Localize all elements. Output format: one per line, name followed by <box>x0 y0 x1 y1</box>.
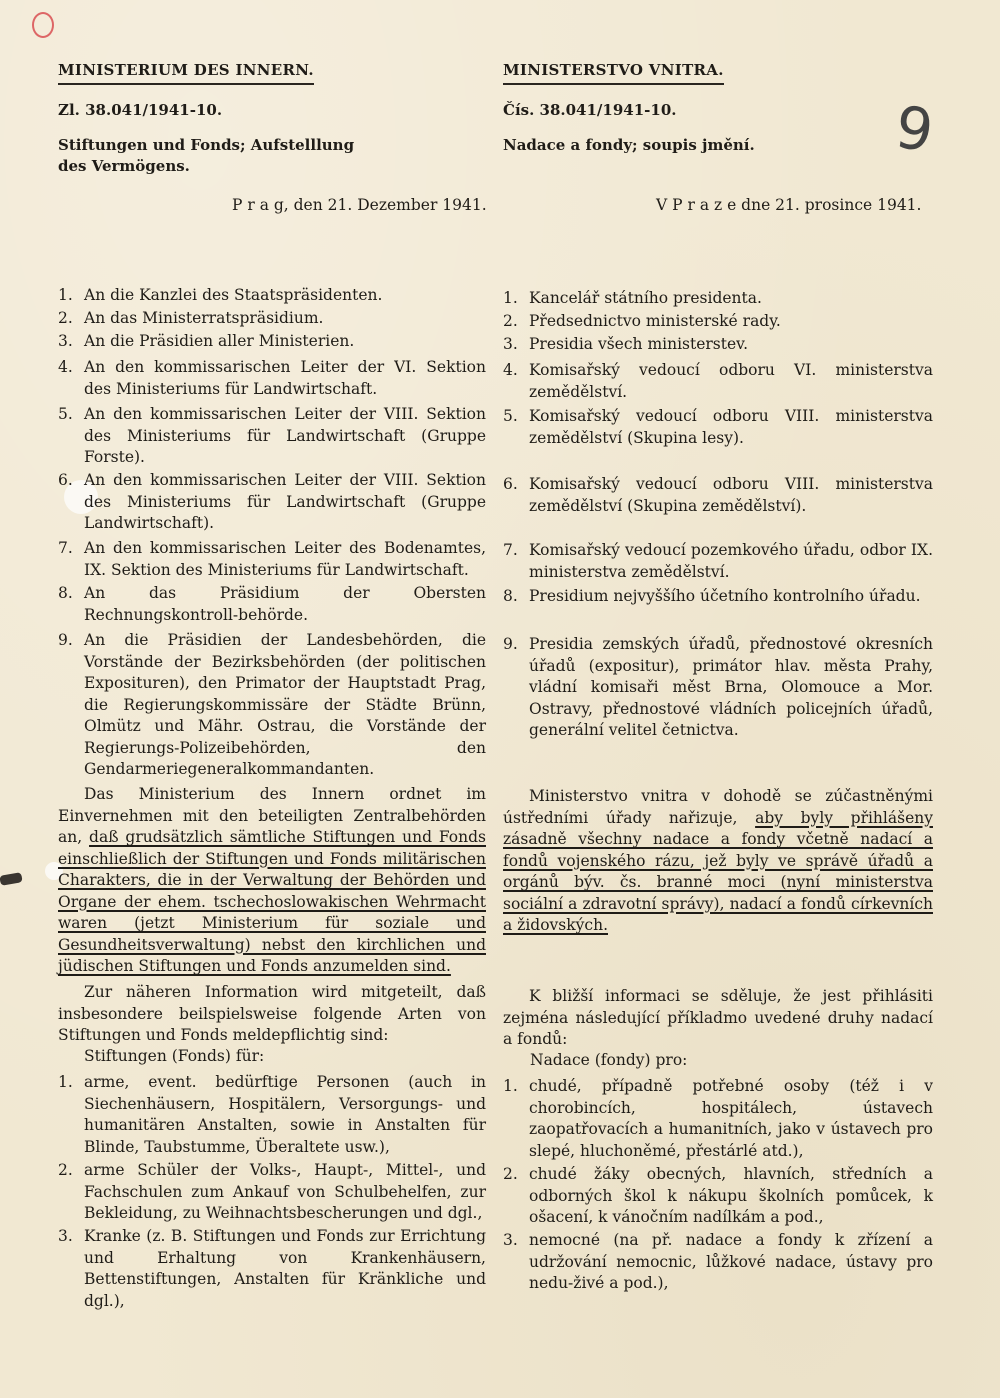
left-reference: Zl. 38.041/1941-10. <box>58 101 223 119</box>
right-order-underlined: aby byly přihlášeny zásadně všechny nadace a fondy včetně nadací a fondů vojenského rázu, jež byly ve správě úřadů a orgánů býv. čs. branné moci (nyní ministerstva sociální a zdravotní správy), nadací a fondů církevních a židovských. <box>503 808 933 934</box>
left-header <box>58 60 486 85</box>
right-addressee-3: 3. Presidia všech ministerstev. <box>503 335 749 353</box>
left-addressee-5: 5. An den kommissarischen Leiter der VIII. Sektion des Ministeriums für Landwirtschaft (Gruppe Forste). <box>58 405 486 466</box>
right-header <box>503 60 933 85</box>
left-addressee-3: 3. An die Präsidien aller Ministerien. <box>58 332 355 350</box>
left-fund-type-3: 3. Kranke (z. B. Stiftungen und Fonds zur Errichtung und Erhaltung von Krankenhäusern, Bettenstiftungen, Anstalten für Kränkliche und dgl.), <box>58 1227 486 1310</box>
right-addressee-5: 5. Komisařský vedoucí odboru VIII. ministerstva zemědělství (Skupina lesy). <box>503 407 933 447</box>
right-fund-type-2: 2. chudé žáky obecných, hlavních, středních a odborných škol k nákupu školních pomůcek, k ošacení, k vánočním nadílkám a pod., <box>503 1165 933 1226</box>
left-subhead: Stiftungen (Fonds) für: <box>84 1047 265 1065</box>
left-addressee-7: 7. An den kommissarischen Leiter des Bodenamtes, IX. Sektion des Ministeriums für Landwirtschaft. <box>58 539 486 579</box>
right-fund-type-3: 3. nemocné (na př. nadace a fondy k zřízení a udržování nemocnic, lůžkové nadace, ústavy pro nedu-živé a pod.), <box>503 1231 933 1292</box>
left-date: P r a g, den 21. Dezember 1941. <box>232 196 487 214</box>
left-info-paragraph: Zur näheren Information wird mitgeteilt, daß insbesondere beilspielsweise folgende Arten von Stiftungen und Fonds meldepflichtig sind: <box>58 983 486 1044</box>
right-info-paragraph: K bližší informaci se sděluje, že jest přihlásiti zejména následující příkladmo uvedené druhy nadací a fondů: <box>503 987 933 1048</box>
left-addressee-2: 2. An das Ministerratspräsidium. <box>58 309 324 327</box>
right-ministry-title: MINISTERSTVO VNITRA. <box>503 60 724 85</box>
left-fund-type-2: 2. arme Schüler der Volks-, Haupt-, Mittel-, und Fachschulen zum Ankauf von Schulbehelfen, zur Bekleidung, zu Weihnachtsbescherungen und dgl., <box>58 1161 486 1222</box>
right-reference: Čís. 38.041/1941-10. <box>503 101 677 119</box>
right-addressee-4: 4. Komisařský vedoucí odboru VI. ministerstva zemědělství. <box>503 361 933 401</box>
ink-smudge <box>0 872 23 886</box>
right-addressee-9: 9. Presidia zemských úřadů, přednostové okresních úřadů (expositur), primátor hlav. města Prahy, vládní komisaři měst Brna, Olomouce a Mor. Ostravy, přednostové vládních policejních úřadů, generální velitel četnictva. <box>503 635 933 739</box>
left-addressee-4: 4. An den kommissarischen Leiter der VI. Sektion des Ministeriums für Landwirtschaft. <box>58 358 486 398</box>
left-addressee-1: 1. An die Kanzlei des Staatspräsidenten. <box>58 286 383 304</box>
left-fund-type-1: 1. arme, event. bedürftige Personen (auch in Siechenhäusern, Hospitälern, Versorgungs- und humanitären Anstalten, sowie in Anstalten für Blinde, Taubstumme, Überaltete usw.), <box>58 1073 486 1156</box>
right-addressee-7: 7. Komisařský vedoucí pozemkového úřadu, odbor IX. ministerstva zemědělství. <box>503 541 933 581</box>
left-ministry-title: MINISTERIUM DES INNERN. <box>58 60 314 85</box>
left-addressee-6: 6. An den kommissarischen Leiter der VIII. Sektion des Ministeriums für Landwirtschaft (Gruppe Landwirtschaft). <box>58 471 486 532</box>
right-subject: Nadace a fondy; soupis jmění. <box>503 136 755 154</box>
left-order-paragraph: Das Ministerium des Innern ordnet im Einvernehmen mit den beteiligten Zentralbehörden an, daß grudsätzlich sämtliche Stiftungen und Fonds einschließlich der Stiftungen und Fonds militärischen Charakters, die in der Verwaltung der Behörden und Organe der ehem. tschechoslowakischen Wehrmacht waren (jetzt Ministerium für soziale und Gesundheitsverwaltung) nebst den kirchlichen und jüdischen Stiftungen und Fonds anzumelden sind. <box>58 785 486 975</box>
right-addressee-6: 6. Komisařský vedoucí odboru VIII. ministerstva zemědělství (Skupina zemědělství). <box>503 475 933 515</box>
right-addressee-2: 2. Předsednictvo ministerské rady. <box>503 312 781 330</box>
left-addressee-8: 8. An das Präsidium der Obersten Rechnungskontroll-behörde. <box>58 584 486 624</box>
left-addressee-9: 9. An die Präsidien der Landesbehörden, die Vorstände der Bezirksbehörden (der politischen Exposituren), den Primator der Hauptstadt Prag, die Regierungskommissäre der Städte Brünn, Olmütz und Mähr. Ostrau, die Vorstände der Regierungs-Polizeibehörden, den Gendarmeriegeneralkommandanten. <box>58 631 486 778</box>
right-addressee-1: 1. Kancelář státního presidenta. <box>503 289 762 307</box>
left-subject-line-1: Stiftungen und Fonds; Aufstelllung <box>58 136 355 154</box>
corner-mark <box>32 12 54 38</box>
left-order-underlined: daß grudsätzlich sämtliche Stiftungen und Fonds einschließlich der Stiftungen und Fonds militärischen Charakters, die in der Verwaltung der Behörden und Organe der ehem. tschechoslowakischen Wehrmacht waren (jetzt Ministerium für soziale und Gesundheitsverwaltung) nebst den kirchlichen und jüdischen Stiftungen und Fonds anzumelden sind. <box>58 828 486 975</box>
left-subject-line-2: des Vermögens. <box>58 157 190 175</box>
right-subhead: Nadace (fondy) pro: <box>530 1051 688 1069</box>
right-addressee-8: 8. Presidium nejvyššího účetního kontrolního úřadu. <box>503 587 921 605</box>
left-subject <box>58 135 486 177</box>
right-fund-type-1: 1. chudé, případně potřebné osoby (též i v chorobincích, hospitálech, ústavech zaopatřovacích a humanitních, jako v ústavech pro slepé, hluchoněmé, přestárlé atd.), <box>503 1077 933 1160</box>
handwritten-page-number: 9 <box>891 92 938 166</box>
right-date: V P r a z e dne 21. prosince 1941. <box>656 196 922 214</box>
right-order-paragraph: Ministerstvo vnitra v dohodě se zúčastněnými ústředními úřady nařizuje, aby byly přihlášeny zásadně všechny nadace a fondy včetně nadací a fondů vojenského rázu, jež byly ve správě úřadů a orgánů býv. čs. branné moci (nyní ministerstva sociální a zdravotní správy), nadací a fondů církevních a židovských. <box>503 787 933 934</box>
